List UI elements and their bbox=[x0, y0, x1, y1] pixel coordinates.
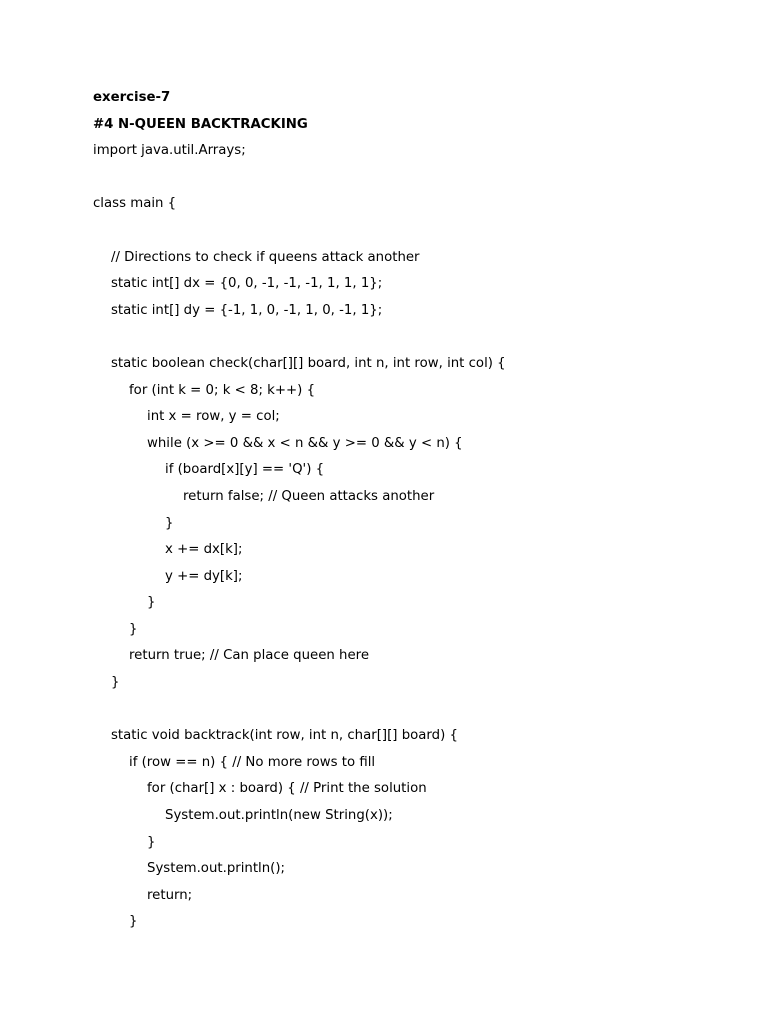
code-line: for (char[] x : board) { // Print the solution bbox=[147, 781, 427, 797]
code-line: x += dx[k]; bbox=[165, 542, 243, 558]
code-line: static int[] dy = {-1, 1, 0, -1, 1, 0, -1, 1}; bbox=[111, 302, 383, 318]
code-line: } bbox=[111, 675, 120, 691]
code-line: for (int k = 0; k < 8; k++) { bbox=[129, 382, 316, 398]
code-line: return; bbox=[147, 887, 193, 903]
code-line: y += dy[k]; bbox=[165, 568, 243, 584]
code-line: // Directions to check if queens attack another bbox=[111, 249, 420, 265]
code-line: static void backtrack(int row, int n, char[][] board) { bbox=[111, 728, 458, 744]
code-block bbox=[93, 138, 753, 936]
code-line: return true; // Can place queen here bbox=[129, 648, 369, 664]
code-line: } bbox=[129, 621, 138, 637]
blank-line bbox=[93, 165, 753, 192]
code-line: if (board[x][y] == 'Q') { bbox=[165, 462, 325, 478]
blank-line bbox=[93, 218, 753, 245]
code-line: } bbox=[129, 914, 138, 930]
code-line: static boolean check(char[][] board, int n, int row, int col) { bbox=[111, 355, 506, 371]
code-line: class main { bbox=[93, 196, 177, 212]
code-line: } bbox=[165, 515, 174, 531]
code-line: return false; // Queen attacks another bbox=[183, 488, 435, 504]
code-line: int x = row, y = col; bbox=[147, 409, 280, 425]
code-line: static int[] dx = {0, 0, -1, -1, -1, 1, 1, 1}; bbox=[111, 276, 383, 292]
blank-line bbox=[93, 324, 753, 351]
document-page bbox=[93, 85, 753, 936]
code-line: } bbox=[147, 834, 156, 850]
code-line: } bbox=[147, 595, 156, 611]
code-line: System.out.println(); bbox=[147, 861, 286, 877]
section-heading: #4 N-QUEEN BACKTRACKING bbox=[93, 116, 308, 132]
code-line: System.out.println(new String(x)); bbox=[165, 808, 393, 824]
code-line: while (x >= 0 && x < n && y >= 0 && y < n) { bbox=[147, 435, 463, 451]
document-title: exercise-7 bbox=[93, 90, 171, 105]
code-line: import java.util.Arrays; bbox=[93, 143, 246, 159]
code-line: if (row == n) { // No more rows to fill bbox=[129, 754, 376, 770]
blank-line bbox=[93, 697, 753, 724]
